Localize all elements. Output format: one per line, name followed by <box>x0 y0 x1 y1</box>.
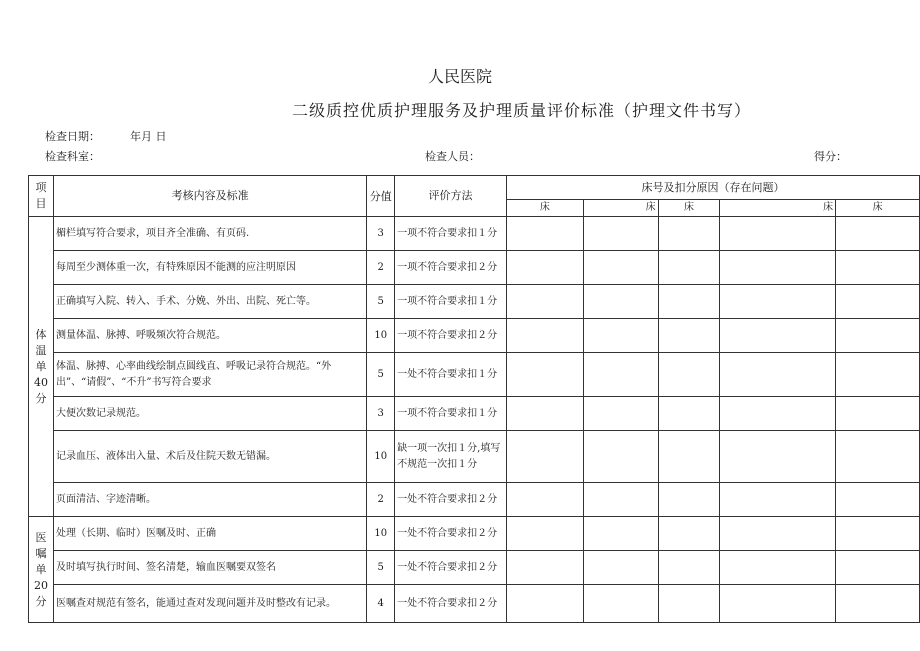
bed-label: 床 <box>539 202 550 213</box>
bed-deduction-cell[interactable] <box>583 285 658 319</box>
bed-deduction-cell[interactable] <box>720 585 836 623</box>
table-row <box>29 217 920 251</box>
header-item: 项目 <box>29 176 54 217</box>
bed-label: 床 <box>683 202 694 213</box>
header-score: 分值 <box>367 176 395 217</box>
score-value: 5 <box>367 285 395 319</box>
bed-deduction-cell[interactable] <box>836 285 920 319</box>
bed-col-2 <box>583 200 658 217</box>
header-content: 考核内容及标准 <box>53 176 366 217</box>
bed-deduction-cell[interactable] <box>720 353 836 397</box>
bed-deduction-cell[interactable] <box>506 517 583 551</box>
bed-deduction-cell[interactable] <box>658 353 720 397</box>
bed-deduction-cell[interactable] <box>836 551 920 585</box>
bed-deduction-cell[interactable] <box>506 585 583 623</box>
bed-deduction-cell[interactable] <box>836 483 920 517</box>
bed-deduction-cell[interactable] <box>506 483 583 517</box>
criteria-text: 处理（长期、临时）医嘱及时、正确 <box>53 517 366 551</box>
bed-deduction-cell[interactable] <box>836 353 920 397</box>
bed-deduction-cell[interactable] <box>836 585 920 623</box>
evaluation-method: 缺一项一次扣１分,填写不规范一次扣１分 <box>395 431 507 483</box>
bed-deduction-cell[interactable] <box>658 431 720 483</box>
bed-deduction-cell[interactable] <box>720 551 836 585</box>
evaluation-method: 一项不符合要求扣１分 <box>395 217 507 251</box>
bed-deduction-cell[interactable] <box>658 251 720 285</box>
bed-deduction-cell[interactable] <box>583 353 658 397</box>
evaluation-method: 一项不符合要求扣１分 <box>395 285 507 319</box>
criteria-text: 医嘱查对规范有签名，能通过查对发现问题并及时整改有记录。 <box>53 585 366 623</box>
check-date-label: 检查日期： <box>45 130 100 143</box>
bed-deduction-cell[interactable] <box>720 397 836 431</box>
score-value: 3 <box>367 397 395 431</box>
score-value: 10 <box>367 319 395 353</box>
evaluation-method: 一项不符合要求扣１分 <box>395 397 507 431</box>
score-value: 10 <box>367 517 395 551</box>
evaluation-method: 一处不符合要求扣２分 <box>395 517 507 551</box>
evaluation-method: 一处不符合要求扣２分 <box>395 551 507 585</box>
header-bed-group: 床号及扣分原因（存在问题） <box>506 176 919 200</box>
bed-deduction-cell[interactable] <box>506 319 583 353</box>
page-title: 二级质控优质护理服务及护理质量评价标准（护理文件书写） <box>292 101 752 120</box>
bed-deduction-cell[interactable] <box>836 517 920 551</box>
table-row <box>29 483 920 517</box>
bed-col-5 <box>836 200 920 217</box>
table-row <box>29 551 920 585</box>
evaluation-method: 一处不符合要求扣２分 <box>395 483 507 517</box>
table-row <box>29 517 920 551</box>
bed-deduction-cell[interactable] <box>506 397 583 431</box>
bed-col-4 <box>720 200 836 217</box>
bed-deduction-cell[interactable] <box>720 217 836 251</box>
table-row <box>29 585 920 623</box>
bed-deduction-cell[interactable] <box>506 217 583 251</box>
bed-deduction-cell[interactable] <box>583 483 658 517</box>
section-label: 医嘱单20分 <box>29 517 54 623</box>
evaluation-method: 一项不符合要求扣２分 <box>395 251 507 285</box>
bed-deduction-cell[interactable] <box>720 431 836 483</box>
bed-deduction-cell[interactable] <box>720 319 836 353</box>
bed-deduction-cell[interactable] <box>658 585 720 623</box>
bed-deduction-cell[interactable] <box>583 217 658 251</box>
bed-deduction-cell[interactable] <box>658 319 720 353</box>
bed-deduction-cell[interactable] <box>836 431 920 483</box>
bed-deduction-cell[interactable] <box>658 397 720 431</box>
score-value: 3 <box>367 217 395 251</box>
bed-deduction-cell[interactable] <box>836 251 920 285</box>
criteria-text: 楣栏填写符合要求，项目齐全准确、有页码. <box>53 217 366 251</box>
bed-deduction-cell[interactable] <box>658 285 720 319</box>
bed-deduction-cell[interactable] <box>506 431 583 483</box>
criteria-text: 正确填写入院、转入、手术、分娩、外出、出院、死亡等。 <box>53 285 366 319</box>
header-method: 评价方法 <box>395 176 507 217</box>
criteria-text: 页面清洁、字迹清晰。 <box>53 483 366 517</box>
bed-deduction-cell[interactable] <box>720 285 836 319</box>
criteria-text: 记录血压、液体出入量、术后及住院天数无错漏。 <box>53 431 366 483</box>
table-row <box>29 397 920 431</box>
bed-deduction-cell[interactable] <box>720 251 836 285</box>
evaluation-method: 一处不符合要求扣２分 <box>395 585 507 623</box>
bed-deduction-cell[interactable] <box>583 397 658 431</box>
bed-deduction-cell[interactable] <box>658 551 720 585</box>
check-dept-label: 检查科室： <box>45 150 100 163</box>
bed-label: 床 <box>872 202 883 213</box>
bed-col-3 <box>658 200 720 217</box>
bed-deduction-cell[interactable] <box>583 319 658 353</box>
evaluation-method: 一处不符合要求扣１分 <box>395 353 507 397</box>
bed-deduction-cell[interactable] <box>658 217 720 251</box>
table-row <box>29 431 920 483</box>
score-value: 2 <box>367 251 395 285</box>
section-label: 体温单40分 <box>29 217 54 517</box>
score-value: 5 <box>367 353 395 397</box>
bed-label: 床 <box>823 202 834 213</box>
bed-label: 床 <box>645 202 656 213</box>
table-row <box>29 251 920 285</box>
bed-deduction-cell[interactable] <box>506 353 583 397</box>
check-date-units: 年月 日 <box>130 130 167 143</box>
evaluation-method: 一项不符合要求扣２分 <box>395 319 507 353</box>
bed-deduction-cell[interactable] <box>583 585 658 623</box>
score-value: 5 <box>367 551 395 585</box>
bed-deduction-cell[interactable] <box>836 217 920 251</box>
bed-deduction-cell[interactable] <box>583 517 658 551</box>
bed-deduction-cell[interactable] <box>583 251 658 285</box>
bed-deduction-cell[interactable] <box>506 251 583 285</box>
score-total-label: 得分： <box>814 150 847 163</box>
criteria-text: 及时填写执行时间、签名清楚，输血医嘱要双签名 <box>53 551 366 585</box>
bed-deduction-cell[interactable] <box>506 551 583 585</box>
evaluation-table <box>28 175 920 623</box>
criteria-text: 体温、脉搏、心率曲线绘制点圆线直、呼吸记录符合规范。“外出”、“请假”、“不升”书写符合要求 <box>53 353 366 397</box>
bed-deduction-cell[interactable] <box>583 431 658 483</box>
bed-deduction-cell[interactable] <box>658 483 720 517</box>
bed-deduction-cell[interactable] <box>720 517 836 551</box>
table-row <box>29 353 920 397</box>
criteria-text: 大便次数记录规范。 <box>53 397 366 431</box>
score-value: 10 <box>367 431 395 483</box>
hospital-name: 人民医院 <box>427 67 492 86</box>
criteria-text: 测量体温、脉搏、呼吸频次符合规范。 <box>53 319 366 353</box>
bed-deduction-cell[interactable] <box>720 483 836 517</box>
criteria-text: 每周至少测体重一次，有特殊原因不能测的应注明原因 <box>53 251 366 285</box>
table-row <box>29 319 920 353</box>
score-value: 4 <box>367 585 395 623</box>
table-row <box>29 285 920 319</box>
score-value: 2 <box>367 483 395 517</box>
bed-deduction-cell[interactable] <box>658 517 720 551</box>
bed-deduction-cell[interactable] <box>836 397 920 431</box>
inspector-label: 检查人员： <box>425 150 480 163</box>
bed-deduction-cell[interactable] <box>583 551 658 585</box>
bed-col-1 <box>506 200 583 217</box>
bed-deduction-cell[interactable] <box>506 285 583 319</box>
bed-deduction-cell[interactable] <box>836 319 920 353</box>
